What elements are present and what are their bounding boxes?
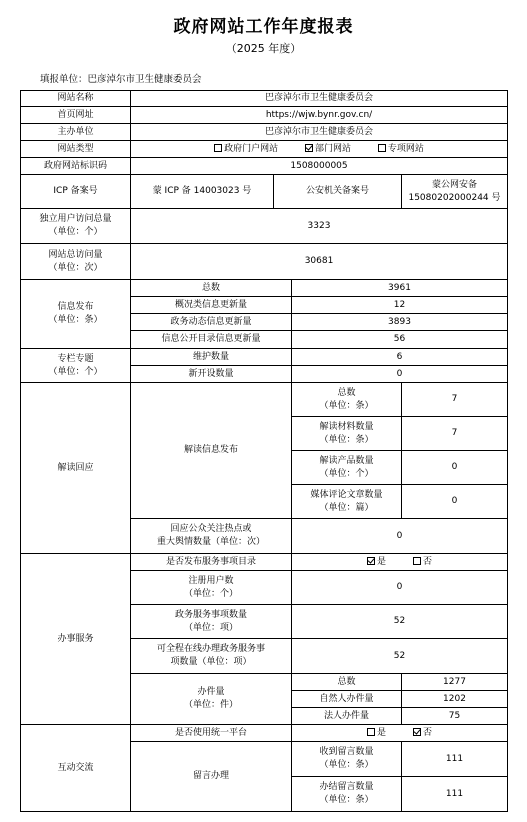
row-interp-total xyxy=(21,383,508,417)
svc-label: 办事服务 xyxy=(21,554,131,725)
row-icp xyxy=(21,175,508,209)
row-home-url xyxy=(21,107,508,124)
inter-platform-label: 是否使用统一平台 xyxy=(131,725,292,742)
info-overview-label: 概况类信息更新量 xyxy=(131,297,292,314)
svc-online-label: 可全程在线办理政务服务事 项数量（单位：项） xyxy=(131,639,292,674)
police-value: 蒙公网安备 15080202000244 号 xyxy=(402,175,508,209)
svc-cases-person-value: 1202 xyxy=(402,691,508,708)
interp-pub-label: 解读信息发布 xyxy=(131,383,292,519)
topic-maint-label: 维护数量 xyxy=(131,349,292,366)
checkbox-special[interactable] xyxy=(378,144,386,152)
svc-dir-options: 是 否 xyxy=(292,554,508,571)
svc-cases-legal-value: 75 xyxy=(402,708,508,725)
checkbox-platform-no[interactable] xyxy=(413,728,421,736)
info-news-label: 政务动态信息更新量 xyxy=(131,314,292,331)
option-department: 部门网站 xyxy=(315,143,352,154)
checkbox-portal[interactable] xyxy=(214,144,222,152)
respond-value: 0 xyxy=(292,519,508,554)
icp-label: ICP 备案号 xyxy=(21,175,131,209)
uv-value: 3323 xyxy=(131,209,508,244)
interp-media-value: 0 xyxy=(402,485,508,519)
svc-users-label: 注册用户数 （单位：个） xyxy=(131,571,292,605)
svc-cases-total-label: 总数 xyxy=(292,674,402,691)
site-code-label: 政府网站标识码 xyxy=(21,158,131,175)
icp-value: 蒙 ICP 备 14003023 号 xyxy=(131,175,274,209)
svc-cases-legal-label: 法人办件量 xyxy=(292,708,402,725)
svc-online-value: 52 xyxy=(292,639,508,674)
interp-material-label: 解读材料数量 （单位：条） xyxy=(292,417,402,451)
info-total-label: 总数 xyxy=(131,280,292,297)
row-svc-directory xyxy=(21,554,508,571)
row-unique-visitors xyxy=(21,209,508,244)
row-site-name xyxy=(21,91,508,107)
topic-new-label: 新开设数量 xyxy=(131,366,292,383)
info-open-value: 56 xyxy=(292,331,508,349)
option-portal: 政府门户网站 xyxy=(224,143,279,154)
checkbox-department[interactable] xyxy=(305,144,313,152)
home-url-value[interactable]: https://wjw.bynr.gov.cn/ xyxy=(131,107,508,124)
info-news-value: 3893 xyxy=(292,314,508,331)
info-total-value: 3961 xyxy=(292,280,508,297)
report-title: 政府网站工作年度报表 xyxy=(173,17,354,37)
site-type-options xyxy=(131,141,508,158)
interp-material-value: 7 xyxy=(402,417,508,451)
site-type-label: 网站类型 xyxy=(21,141,131,158)
checkbox-svc-yes[interactable] xyxy=(367,557,375,565)
svc-cases-person-label: 自然人办件量 xyxy=(292,691,402,708)
info-overview-value: 12 xyxy=(292,297,508,314)
svc-items-value: 52 xyxy=(292,605,508,639)
topic-label: 专栏专题 （单位：个） xyxy=(21,349,131,383)
row-site-type xyxy=(21,141,508,158)
pv-value: 30681 xyxy=(131,244,508,280)
topic-maint-value: 6 xyxy=(292,349,508,366)
inter-platform-options: 是 否 xyxy=(292,725,508,742)
inter-done-label: 办结留言数量 （单位：条） xyxy=(292,777,402,812)
svc-users-value: 0 xyxy=(292,571,508,605)
option-special: 专项网站 xyxy=(387,143,424,154)
inter-label: 互动交流 xyxy=(21,725,131,812)
interp-product-value: 0 xyxy=(402,451,508,485)
svc-dir-label: 是否发布服务事项目录 xyxy=(131,554,292,571)
police-label: 公安机关备案号 xyxy=(274,175,402,209)
info-open-label: 信息公开目录信息更新量 xyxy=(131,331,292,349)
report-year: （2025 年度） xyxy=(225,42,302,55)
interp-label: 解读回应 xyxy=(21,383,131,554)
interp-media-label: 媒体评论文章数量 （单位：篇） xyxy=(292,485,402,519)
pv-label: 网站总访问量 （单位：次） xyxy=(21,244,131,280)
svc-items-label: 政务服务事项数量 （单位：项） xyxy=(131,605,292,639)
checkbox-svc-no[interactable] xyxy=(413,557,421,565)
home-url-label: 首页网址 xyxy=(21,107,131,124)
filler-unit: 填报单位：巴彦淖尔市卫生健康委员会 xyxy=(40,74,202,85)
interp-total-value: 7 xyxy=(402,383,508,417)
report-table xyxy=(20,90,508,812)
inter-msg-label: 留言办理 xyxy=(131,742,292,812)
svc-cases-total-value: 1277 xyxy=(402,674,508,691)
interp-total-label: 总数 （单位：条） xyxy=(292,383,402,417)
uv-label: 独立用户访问总量 （单位：个） xyxy=(21,209,131,244)
row-topic-maint xyxy=(21,349,508,366)
row-page-views xyxy=(21,244,508,280)
svc-cases-label: 办件量 （单位：件） xyxy=(131,674,292,725)
row-inter-platform xyxy=(21,725,508,742)
row-sponsor xyxy=(21,124,508,141)
inter-done-value: 111 xyxy=(402,777,508,812)
topic-new-value: 0 xyxy=(292,366,508,383)
sponsor-value: 巴彦淖尔市卫生健康委员会 xyxy=(131,124,508,141)
site-name-value: 巴彦淖尔市卫生健康委员会 xyxy=(131,91,508,107)
checkbox-platform-yes[interactable] xyxy=(367,728,375,736)
site-code-value: 1508000005 xyxy=(131,158,508,175)
inter-recv-label: 收到留言数量 （单位：条） xyxy=(292,742,402,777)
site-name-label: 网站名称 xyxy=(21,91,131,107)
respond-label: 回应公众关注热点或 重大舆情数量（单位：次） xyxy=(131,519,292,554)
inter-recv-value: 111 xyxy=(402,742,508,777)
row-info-total xyxy=(21,280,508,297)
sponsor-label: 主办单位 xyxy=(21,124,131,141)
row-site-code xyxy=(21,158,508,175)
info-label: 信息发布 （单位：条） xyxy=(21,280,131,349)
interp-product-label: 解读产品数量 （单位：个） xyxy=(292,451,402,485)
